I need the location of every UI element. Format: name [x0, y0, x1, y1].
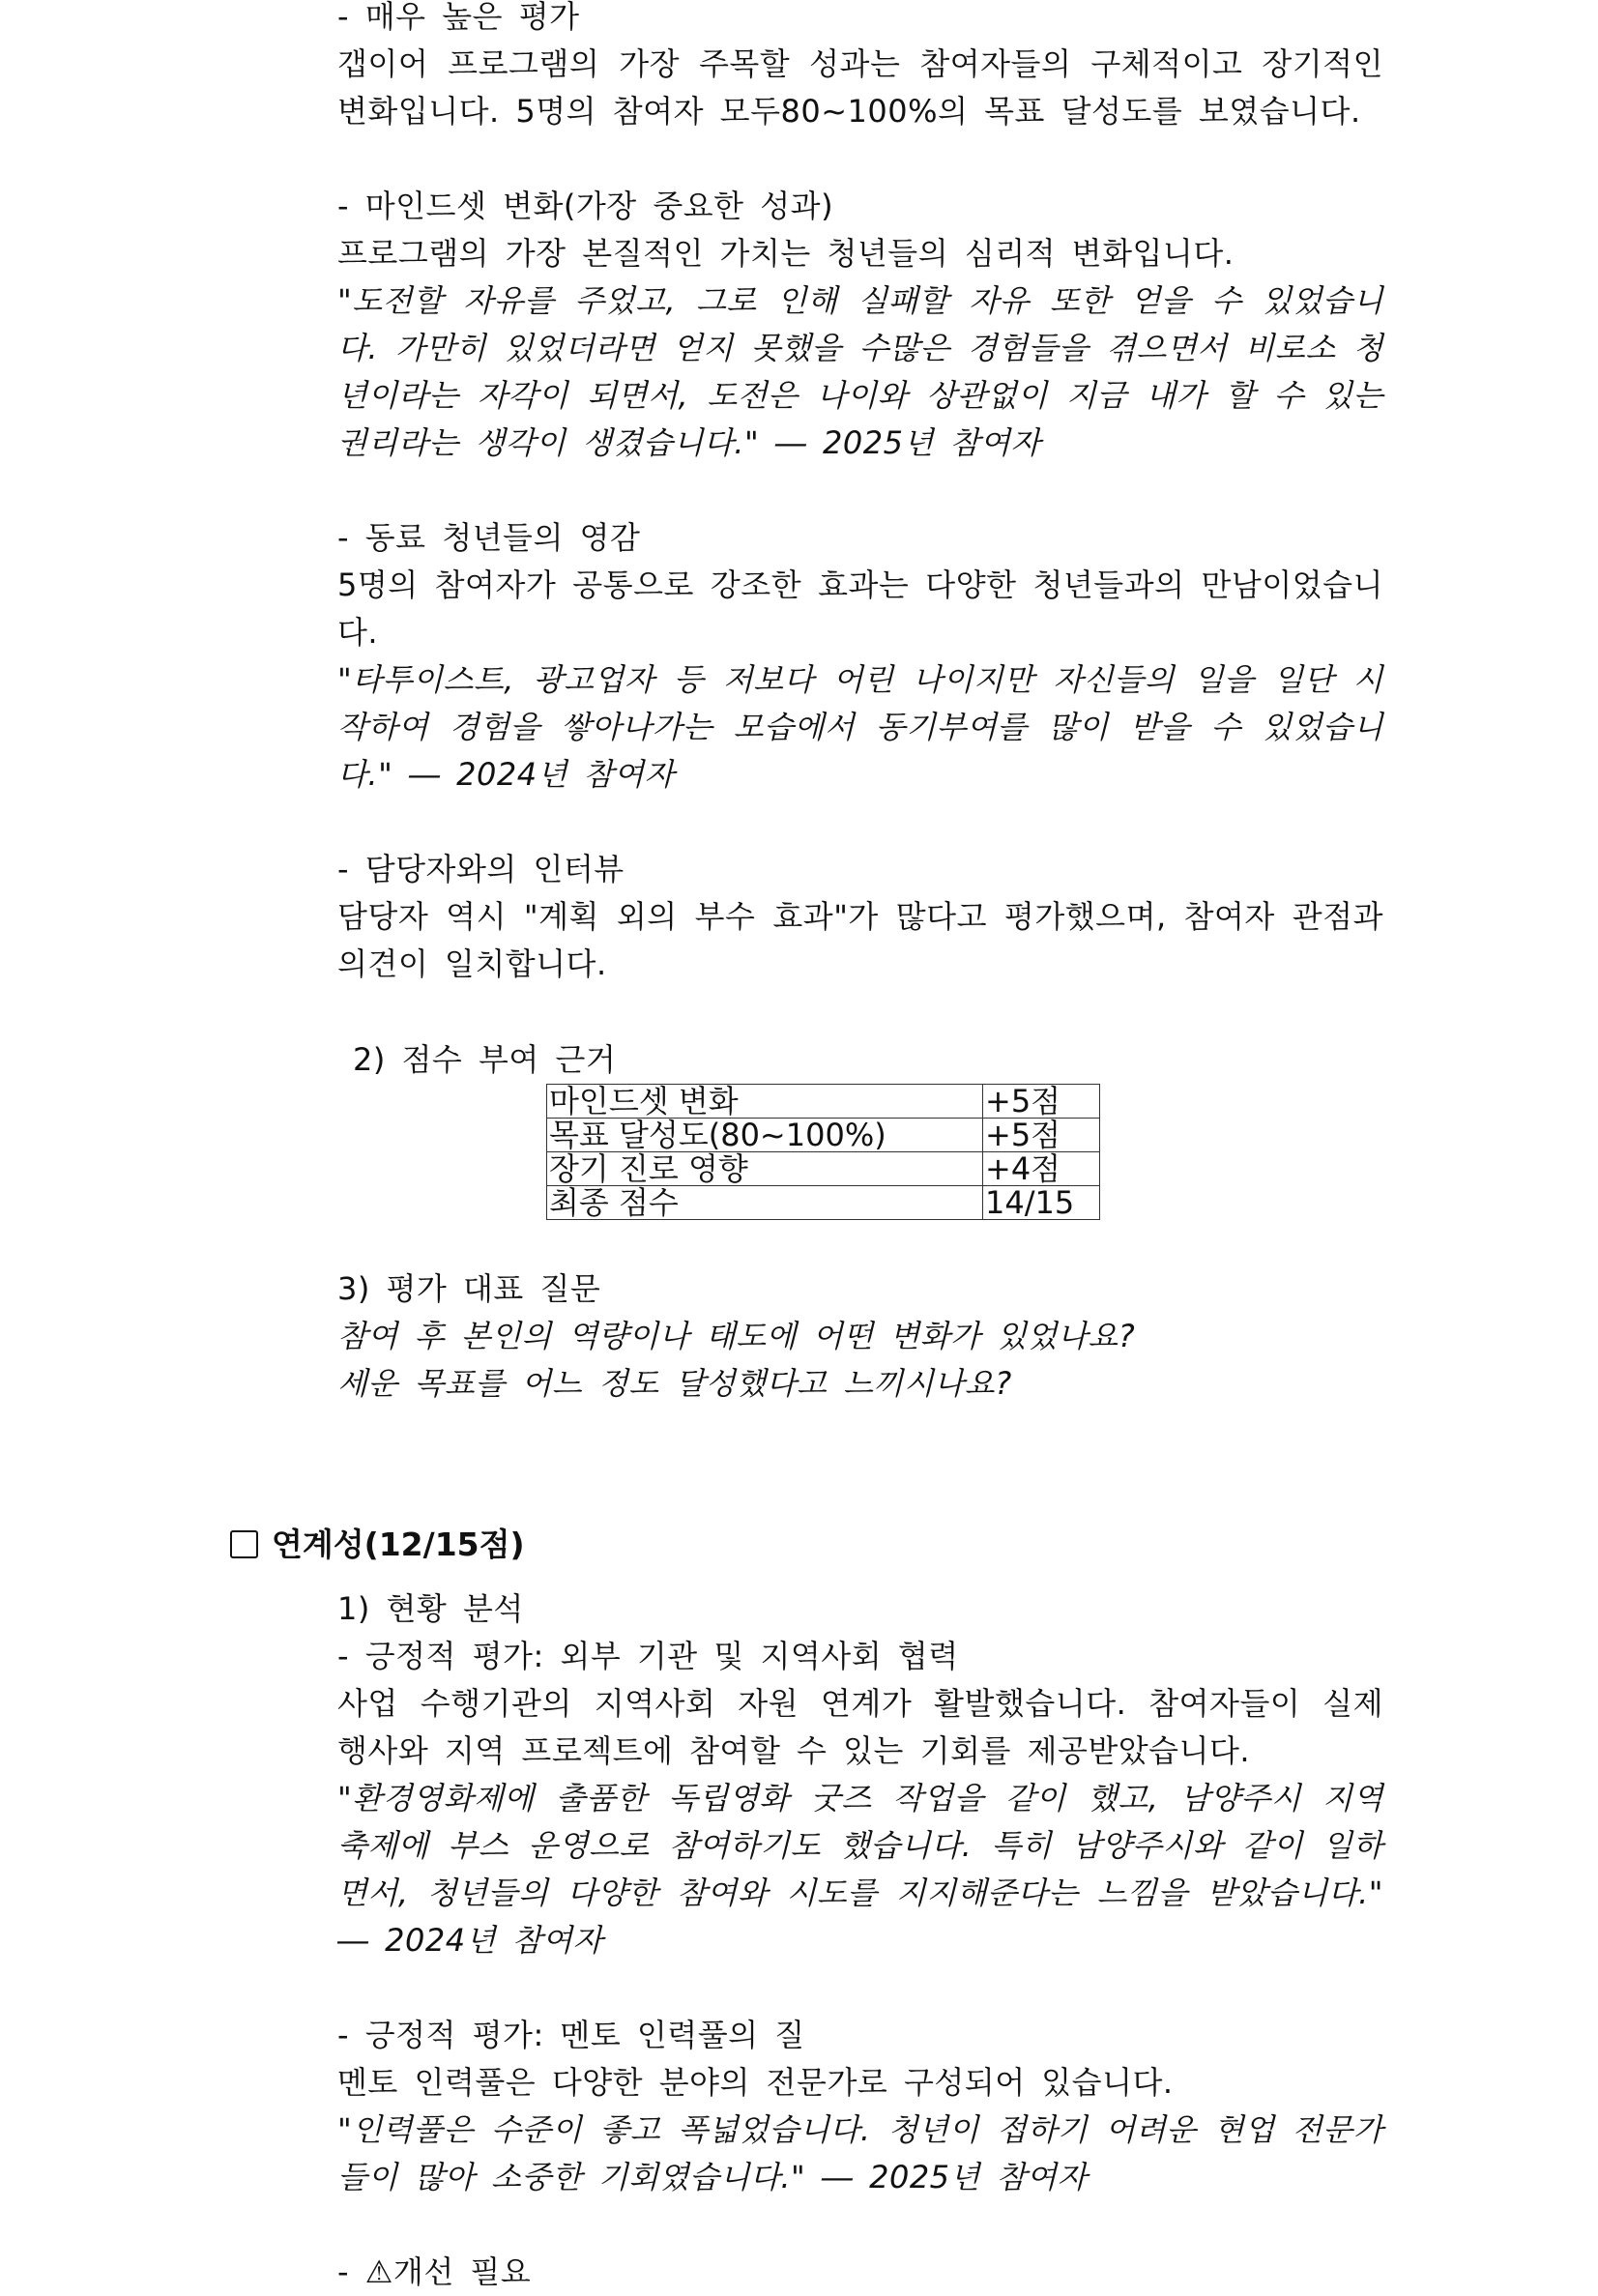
score-label: 마인드셋 변화 — [547, 1085, 983, 1119]
mindset-quote: "도전할 자유를 주었고, 그로 인해 실패할 자유 또한 얻을 수 있었습니다. 가만히 있었더라면 얻지 못했을 수많은 경험들을 겪으면서 비로소 청년이라는 자각이 되면서, 도전은 나이와 상관없이 지금 내가 할 수 있는 권리라는 생각이 생겼습니다." ― 2025년 참여자 — [337, 282, 1383, 461]
outcome-block — [337, 0, 1383, 988]
score-title: 2) 점수 부여 근거 — [353, 1041, 617, 1078]
pos2-quote: "인력풀은 수준이 좋고 폭넓었습니다. 청년이 접하기 어려운 현업 전문가들이 많아 소중한 기회였습니다." ― 2025년 참여자 — [337, 2111, 1383, 2195]
score-table — [546, 1084, 1100, 1220]
improve-title: - ⚠개선 필요 — [337, 2253, 532, 2290]
eval-text: 갭이어 프로그램의 가장 주목할 성과는 참여자들의 구체적이고 장기적인 변화입니다. 5명의 참여자 모두80~100%의 목표 달성도를 보였습니다. — [337, 45, 1383, 130]
interview-title: - 담당자와의 인터뷰 — [337, 851, 625, 887]
peer-title: - 동료 청년들의 영감 — [337, 519, 641, 556]
analysis-title: 1) 현황 분석 — [337, 1590, 524, 1627]
mindset-text: 프로그램의 가장 본질적인 가치는 청년들의 심리적 변화입니다. — [337, 235, 1235, 272]
question-2: 세운 목표를 어느 정도 달성했다고 느끼시나요? — [337, 1365, 1012, 1402]
score-block — [337, 1036, 1383, 1220]
linkage-block — [337, 1585, 1383, 2296]
score-label: 최종 점수 — [547, 1186, 983, 1220]
score-value: +5점 — [983, 1119, 1100, 1152]
table-row — [547, 1186, 1100, 1220]
eval-title: - 매우 높은 평가 — [337, 0, 580, 35]
questions-title: 3) 평가 대표 질문 — [337, 1270, 601, 1307]
table-row — [547, 1119, 1100, 1152]
question-1: 참여 후 본인의 역량이나 태도에 어떤 변화가 있었나요? — [337, 1318, 1136, 1354]
mindset-title: - 마인드셋 변화(가장 중요한 성과) — [337, 188, 834, 224]
table-row — [547, 1152, 1100, 1186]
interview-text: 담당자 역시 "계획 외의 부수 효과"가 많다고 평가했으며, 참여자 관점과 의견이 일치합니다. — [337, 898, 1383, 982]
section-heading — [230, 1521, 525, 1568]
peer-text: 5명의 참여자가 공통으로 강조한 효과는 다양한 청년들과의 만남이었습니다. — [337, 567, 1383, 651]
score-value: +5점 — [983, 1085, 1100, 1119]
questions-block — [337, 1265, 1383, 1408]
table-row — [547, 1085, 1100, 1119]
peer-quote: "타투이스트, 광고업자 등 저보다 어린 나이지만 자신들의 일을 일단 시작하여 경험을 쌓아나가는 모습에서 동기부여를 많이 받을 수 있었습니다." ― 2024년 참여자 — [337, 661, 1383, 793]
pos1-title: - 긍정적 평가: 외부 기관 및 지역사회 협력 — [337, 1638, 959, 1674]
checkbox-icon — [230, 1530, 258, 1558]
section-title: 연계성(12/15점) — [272, 1526, 525, 1563]
score-label: 장기 진로 영향 — [547, 1152, 983, 1186]
score-value: 14/15 — [983, 1186, 1100, 1220]
pos2-text: 멘토 인력풀은 다양한 분야의 전문가로 구성되어 있습니다. — [337, 2064, 1174, 2101]
pos1-text: 사업 수행기관의 지역사회 자원 연계가 활발했습니다. 참여자들이 실제 행사와 지역 프로젝트에 참여할 수 있는 기회를 제공받았습니다. — [337, 1685, 1383, 1769]
score-value: +4점 — [983, 1152, 1100, 1186]
pos2-title: - 긍정적 평가: 멘토 인력풀의 질 — [337, 2017, 805, 2053]
pos1-quote: "환경영화제에 출품한 독립영화 굿즈 작업을 같이 했고, 남양주시 지역 축제에 부스 운영으로 참여하기도 했습니다. 특히 남양주시와 같이 일하면서, 청년들의 다양한 참여와 시도를 지지해준다는 느낌을 받았습니다." ― 2024년 참여자 — [337, 1780, 1383, 1959]
score-label: 목표 달성도(80~100%) — [547, 1119, 983, 1152]
